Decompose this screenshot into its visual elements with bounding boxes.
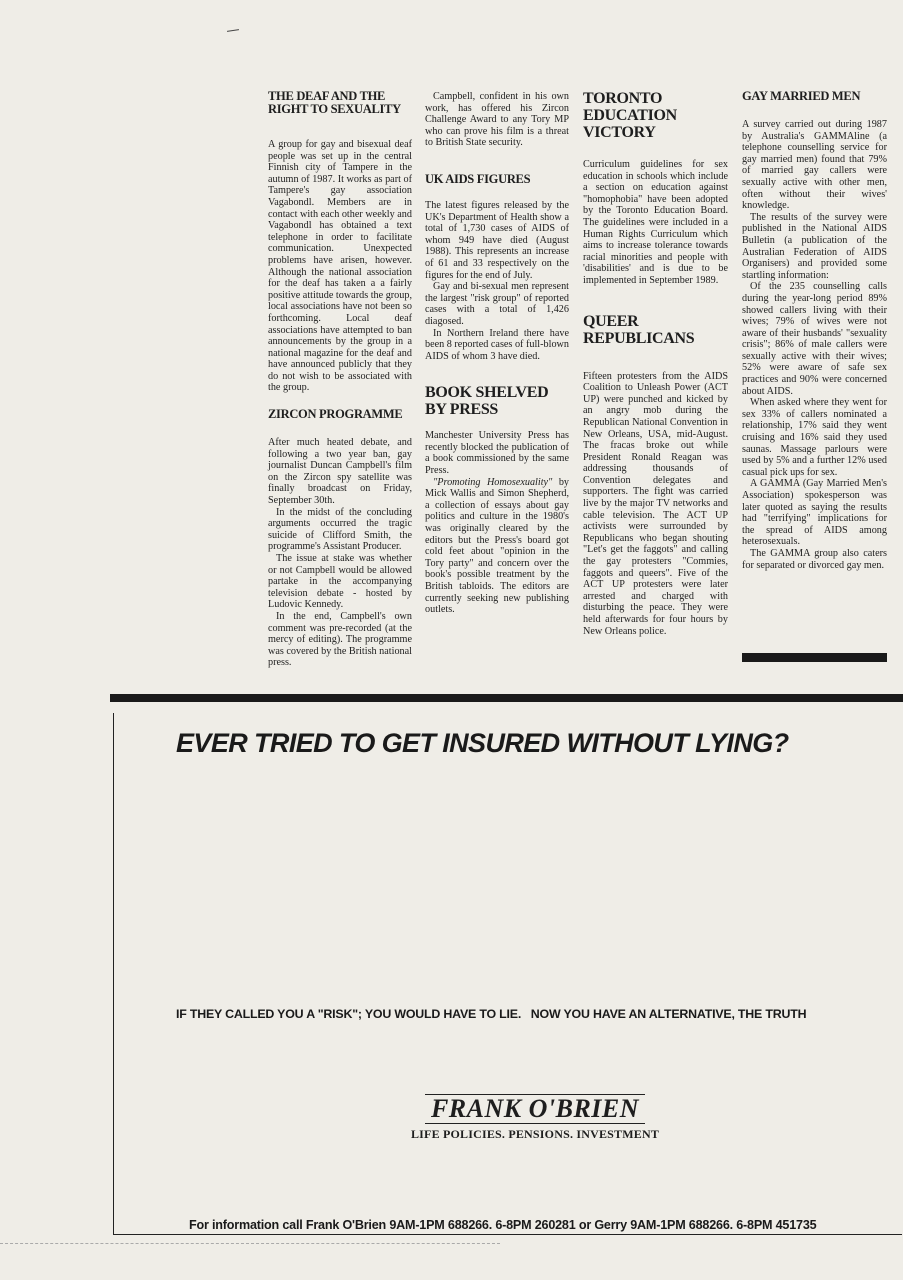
article-zircon-p2: In the midst of the concluding arguments occurred the tragic suicide of Clifford Smith, the programme's Assistant Producer. (268, 506, 412, 553)
article-gamma-p6: The GAMMA group also caters for separated or divorced gay men. (742, 547, 887, 571)
column-end-rule (742, 653, 887, 662)
article-book-p2 (425, 477, 569, 616)
column-3 (583, 90, 728, 637)
headline-queer-republicans: QUEER REPUBLICANS (583, 312, 695, 347)
article-zircon-p5: Campbell, confident in his own work, has offered his Zircon Challenge Award to any Tory MP who can prove his film is a threat to British State security. (425, 91, 569, 149)
article-aids-p1: The latest figures released by the UK's Department of Health show a total of 1,730 cases of AIDS of whom 949 have died (August 1988). This represents an increase of 61 and 33 respectively on the figures for the end of July. (425, 199, 569, 281)
ad-tagline: IF THEY CALLED YOU A "RISK"; YOU WOULD HAVE TO LIE. NOW YOU HAVE AN ALTERNATIVE, THE TRUTH (176, 1007, 807, 1021)
article-zircon-p1: After much heated debate, and following a two year ban, gay journalist Duncan Campbell's film on the Zircon spy satellite was finally broadcast on Friday, September 30th. (268, 437, 412, 507)
article-gamma-p3: Of the 235 counselling calls during the year-long period 89% showed callers living with their wives; 79% of wives were not aware of their husbands' "sexuality crisis"; 86% of male callers were sexually active with their wives; 52% were aware of safe sex practices and 90% were concerned about AIDS. (742, 281, 887, 397)
article-zircon-p4: In the end, Campbell's own comment was pre-recorded (at the mercy of editing). The programme was covered by the British national press. (268, 610, 413, 669)
headline-book-shelved: BOOK SHELVED BY PRESS (425, 384, 549, 419)
advertisement-box (113, 713, 902, 1235)
headline-gay-married-men: GAY MARRIED MEN (742, 89, 861, 103)
article-aids-p2: Gay and bi-sexual men represent the largest "risk group" of reported cases with a total of 1,426 diagosed. (425, 281, 569, 327)
article-gamma-p1: A survey carried out during 1987 by Australia's GAMMAline (a telephone counselling service for gay married men) found that 79% of married gay callers were sexually active with other men, often without their wives' knowledge. (742, 119, 887, 212)
article-gamma-p4: When asked where they went for sex 33% of callers nominated a relationship, 17% said they went cruising and 16% said they used saunas. Massage parlours were used by 5% and a further 12% used casual pick ups for sex. (742, 397, 887, 478)
article-aids-p3: In Northern Ireland there have been 8 reported cases of full-blown AIDS of whom 3 have died. (425, 327, 569, 362)
column-2 (425, 91, 569, 616)
ad-headline: EVER TRIED TO GET INSURED WITHOUT LYING? (176, 728, 789, 758)
article-book-p2-text: by Mick Wallis and Simon Shepherd, a collection of essays about gay politics and culture in the 1980's was originally cleared by the editors but the Press's board got cold feet about "opinion in the Tory party" and concern over the book's possible treatment by the British tabloids. The editors are currently seeking new publishing outlets. (425, 476, 569, 616)
perforation-line (0, 1243, 500, 1244)
ad-contact: For information call Frank O'Brien 9AM-1PM 688266. 6-8PM 260281 or Gerry 9AM-1PM 688266. 6-8PM 451735 (189, 1218, 817, 1232)
headline-toronto: TORONTO EDUCATION VICTORY (583, 90, 677, 141)
logo-subtitle: LIFE POLICIES. PENSIONS. INVESTMENT (410, 1127, 660, 1141)
article-deaf-p1: A group for gay and bisexual deaf people was set up in the central Finnish city of Tampere in the autumn of 1987. It works as part of Tampere's gay association Vagabondl. Members are in contact with each other weekly and Vagabondl has obtained a text telephone in order to facilitate communication. Unexpected problems have arisen, however. Although the national association for the deaf has taken a a fairly positive attitude towards the group, local associations have not been so forthcoming. Local deaf associations have attempted to ban announcements by the group in a national magazine for the deaf and have announced publicly that they do not wish to be associated with the group. (268, 139, 413, 394)
pen-mark (227, 29, 239, 32)
article-gamma-p2: The results of the survey were published in the National AIDS Bulletin (a publication of the Australian Federation of AIDS Organisers) and provided some startling information: (742, 211, 887, 281)
headline-uk-aids: UK AIDS FIGURES (425, 171, 531, 186)
book-title: "Promoting Homosexuality" (433, 476, 553, 488)
article-republicans-p1: Fifteen protesters from the AIDS Coalition to Unleash Power (ACT UP) were punched and kicked by an angry mob during the Republican National Convention in New Orleans, USA, mid-August. The fracas broke out while President Ronald Reagan was addressing thousands of Convention delegates and supporters. The fight was carried live by the major TV networks and cable television. The ACT UP activists were surrounded by Republicans who began shouting "Let's get the faggots" and calling the gay protesters "Commies, faggots and queers". Five of the ACT UP protesters were later arrested and charged with disturbing the peace. They were held afterwards for four hours by New Orleans police. (583, 370, 728, 637)
logo-name: FRANK O'BRIEN (425, 1094, 645, 1124)
article-book-p1: Manchester University Press has recently blocked the publication of a book commissioned by the same Press. (425, 430, 569, 477)
article-gamma-p5: A GAMMA (Gay Married Men's Association) spokesperson was later quoted as saying the results had "terrifying" implications for the spread of AIDS among heterosexuals. (742, 478, 887, 548)
article-toronto-p1: Curriculum guidelines for sex education in schools which include a section on education against "homophobia" have been adopted by the Toronto Education Board. The guidelines were included in a Human Rights Curriculum which aims to increase tolerance towards racial minorities and people with 'disabilities' and is due to be implemented in September 1989. (583, 159, 728, 286)
section-divider (110, 694, 903, 702)
frank-obrien-logo (400, 1094, 670, 1142)
column-4 (742, 90, 887, 571)
article-zircon-p3: The issue at stake was whether or not Campbell would be allowed partake in the accompanying television debate - hosted by Ludovic Kennedy. (268, 553, 412, 611)
column-1 (268, 90, 412, 669)
headline-zircon: ZIRCON PROGRAMME (268, 407, 403, 422)
headline-deaf-sexuality: THE DEAF AND THE RIGHT TO SEXUALITY (268, 89, 401, 116)
